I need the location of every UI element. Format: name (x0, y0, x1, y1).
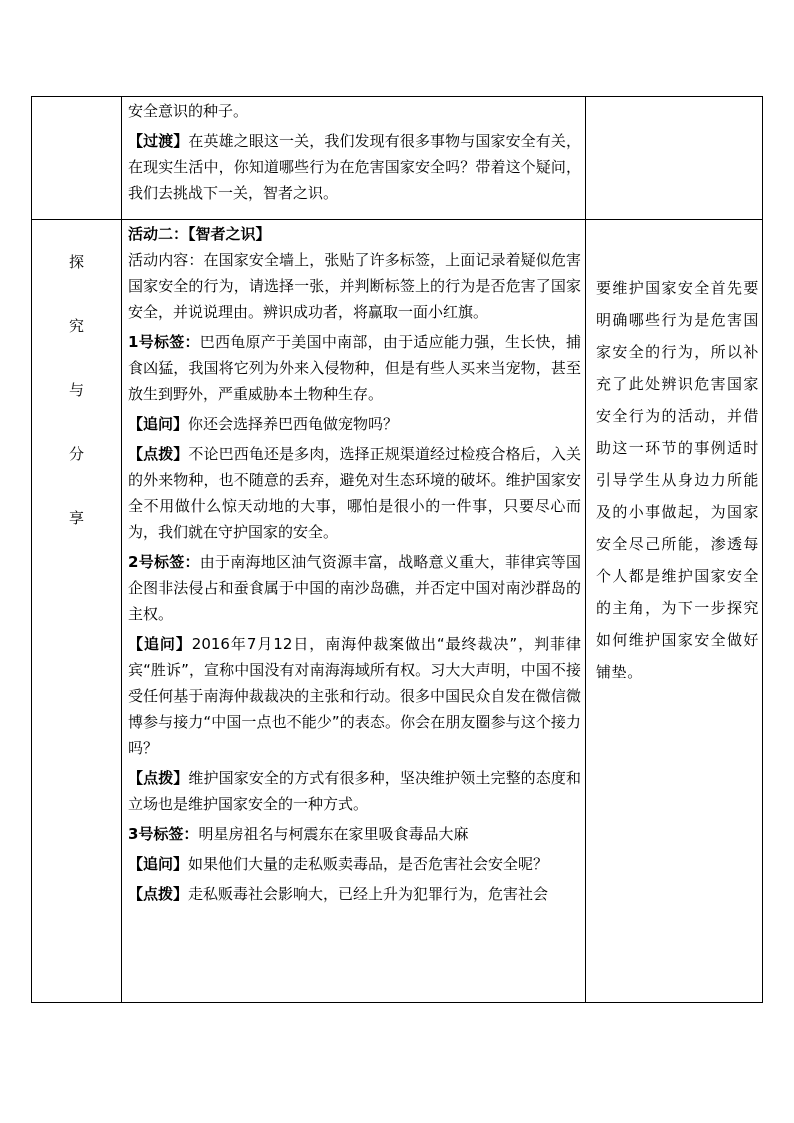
stage-char: 究 (68, 317, 84, 335)
tag3-ask (128, 851, 581, 877)
guide-tag: 【点拨】 (128, 885, 189, 903)
tag2-text: 由于南海地区油气资源丰富，战略意义重大，菲律宾等国企图非法侵占和蚕食属于中国的南沙岛礁，并否定中国对南沙群岛的主权。 (128, 553, 581, 623)
ask-tag: 【追问】 (128, 415, 189, 433)
stage-cell (32, 220, 122, 1003)
tag1-ask-text: 你还会选择养巴西龟做宠物吗？ (188, 415, 399, 433)
stage-char: 享 (68, 509, 84, 527)
tag2-paragraph (128, 549, 581, 627)
stage-char: 分 (68, 445, 84, 463)
stage-cell-empty (32, 97, 122, 220)
tag3-text: 明星房祖名与柯震东在家里吸食毒品大麻 (198, 825, 469, 843)
tag3-guide-text: 走私贩毒社会影响大，已经上升为犯罪行为，危害社会 (188, 885, 549, 903)
note-cell-empty (586, 97, 763, 220)
tag2-label: 2号标签： (128, 553, 200, 571)
content-cell-activity (122, 220, 586, 1003)
design-note-cell (586, 220, 763, 1003)
table-row-activity (32, 220, 763, 1003)
tag1-ask (128, 411, 581, 437)
tag2-guide-text: 维护国家安全的方式有很多种，坚决维护领土完整的态度和立场也是维护国家安全的一种方式。 (128, 769, 581, 813)
activity-title: 活动二：【智者之识】 (128, 225, 271, 243)
table-row-transition (32, 97, 763, 220)
transition-tag: 【过渡】 (128, 132, 189, 150)
transition-paragraph (128, 128, 581, 206)
ask-tag: 【追问】 (128, 635, 192, 653)
stage-char: 与 (68, 381, 84, 399)
tag1-paragraph (128, 329, 581, 407)
guide-tag: 【点拨】 (128, 445, 189, 463)
activity-content: 活动内容：在国家安全墙上，张贴了许多标签，上面记录着疑似危害国家安全的行为，请选择一张，并判断标签上的行为是否危害了国家安全，并说说理由。辨识成功者，将赢取一面小红旗。 (128, 251, 581, 321)
tag2-ask-text: 2016年7月12日，南海仲裁案做出“最终裁决”，判菲律宾“胜诉”，宣称中国没有对南海海域所有权。习大大声明，中国不接受任何基于南海仲裁裁决的主张和行动。很多中国民众自发在微信微博参与接力“中国一点也不能少”的表态。你会在朋友圈参与这个接力吗？ (128, 635, 581, 757)
transition-text: 在英雄之眼这一关，我们发现有很多事物与国家安全有关，在现实生活中，你知道哪些行为在危害国家安全吗？带着这个疑问，我们去挑战下一关，智者之识。 (128, 132, 581, 202)
tag3-label: 3号标签： (128, 825, 199, 843)
tag1-text: 巴西龟原产于美国中南部，由于适应能力强，生长快，捕食凶猛，我国将它列为外来入侵物种，但是有些人买来当宠物，甚至放生到野外，严重威胁本土物种生存。 (128, 333, 581, 403)
text-line: 安全意识的种子。 (128, 102, 249, 120)
tag2-guide (128, 765, 581, 817)
tag2-ask (128, 631, 581, 761)
tag3-guide (128, 881, 581, 907)
ask-tag: 【追问】 (128, 855, 189, 873)
tag3-ask-text: 如果他们大量的走私贩卖毒品，是否危害社会安全呢？ (188, 855, 549, 873)
tag1-guide (128, 441, 581, 545)
stage-char: 探 (68, 253, 84, 271)
lesson-plan-table (31, 96, 763, 1003)
guide-tag: 【点拨】 (128, 769, 189, 787)
tag1-guide-text: 不论巴西龟还是多肉，选择正规渠道经过检疫合格后，入关的外来物种，也不随意的丢弃，避免对生态环境的破坏。维护国家安全不用做什么惊天动地的大事，哪怕是很小的一件事，只要尽心而为，我们就在守护国家的安全。 (128, 445, 581, 541)
tag3-paragraph (128, 821, 581, 847)
content-cell-transition (122, 97, 586, 220)
design-note: 要维护国家安全首先要明确哪些行为是危害国家安全的行为，所以补充了此处辨识危害国家安全行为的活动，并借助这一环节的事例适时引导学生从身边力所能及的小事做起，为国家安全尽己所能，渗透每个人都是维护国家安全的主角，为下一步探究如何维护国家安全做好铺垫。 (596, 279, 759, 681)
tag1-label: 1号标签： (128, 333, 200, 351)
